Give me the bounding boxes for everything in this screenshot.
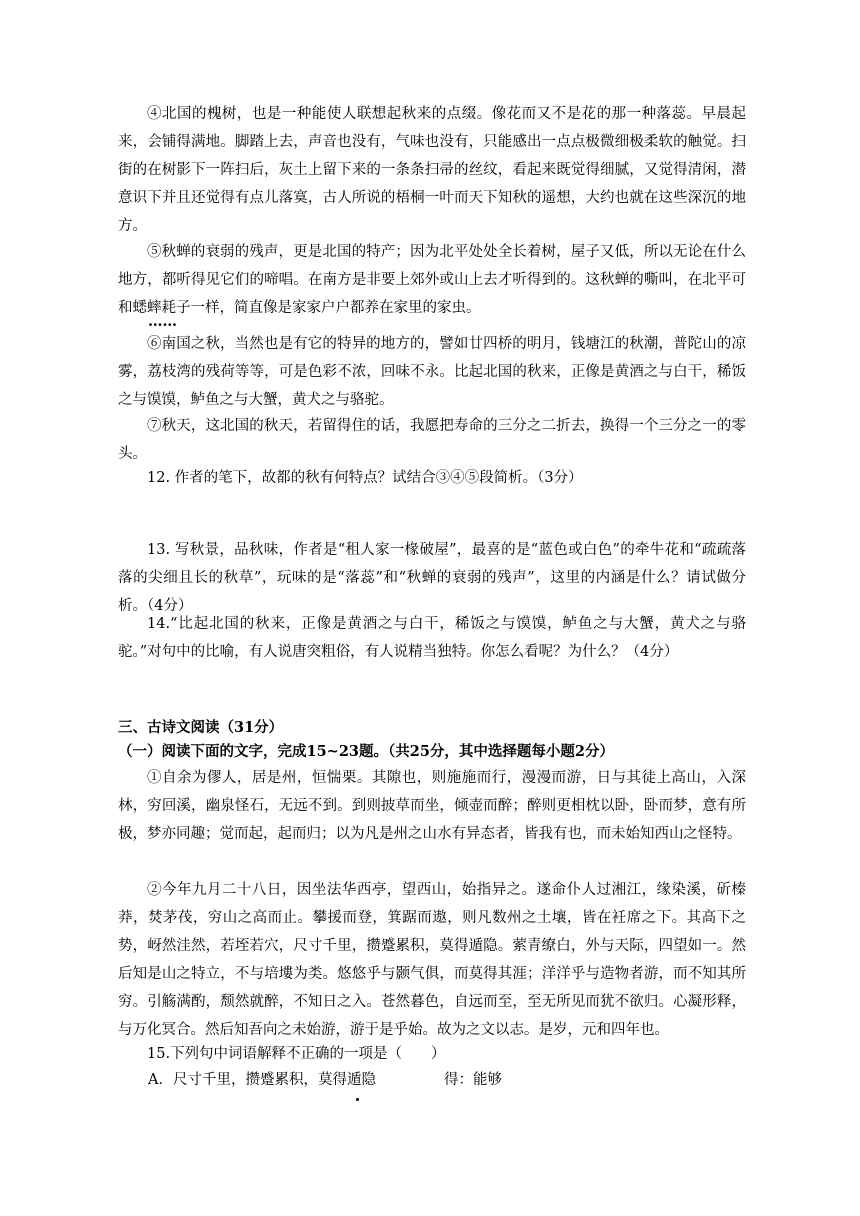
question-15-option-a <box>148 1066 708 1094</box>
question-13: 13. 写秋景，品秋味，作者是“租人家一椽破屋”，最喜的是“蓝色或白色”的牵牛花和“疏疏落落的尖细且长的秋草”，玩味的是“落蕊”和“秋蝉的衰弱的残声”，这里的内涵是什么？请试做分析。（4分） <box>118 542 746 614</box>
question-15-stem: 15.下列句中词语解释不正确的一项是（ ） <box>147 1046 446 1062</box>
passage-paragraph-7: ⑦秋天，这北国的秋天，若留得住的话，我愿把寿命的三分之二折去，换得一个三分之一的零头。 <box>118 418 746 462</box>
passage-paragraph-4: ④北国的槐树，也是一种能使人联想起秋来的点缀。像花而又不是花的那一种落蕊。早晨起来，会铺得满地。脚踏上去，声音也没有，气味也没有，只能感出一点点极微细极柔软的触觉。扫街的在树影下一阵扫后，灰土上留下来的一条条扫帚的丝纹，看起来既觉得细腻，又觉得清闲，潜意识下并且还觉得有点儿落寞，古人所说的梧桐一叶而天下知秋的遥想，大约也就在这些深沉的地方。 <box>118 106 746 234</box>
passage-paragraph-6: ⑥南国之秋，当然也是有它的特异的地方的，譬如廿四桥的明月，钱塘江的秋潮，普陀山的凉雾，荔枝湾的残荷等等，可是色彩不浓，回味不永。比起北国的秋来，正像是黄酒之与白干，稀饭之与馍馍，鲈鱼之与大蟹，黄犬之与骆驼。 <box>118 336 746 408</box>
passage-ellipsis: …… <box>148 313 177 330</box>
classical-paragraph-1: ①自余为僇人，居是州，恒惴栗。其隙也，则施施而行，漫漫而游，日与其徒上高山，入深林，穷回溪，幽泉怪石，无远不到。到则披草而坐，倾壶而醉；醉则更相枕以卧，卧而梦，意有所极，梦亦同趣；觉而起，起而归；以为凡是州之山水有异态者，皆我有也，而未始知西山之怪特。 <box>118 770 746 842</box>
passage-paragraph-5: ⑤秋蝉的衰弱的残声，更是北国的特产；因为北平处处全长着树，屋子又低，所以无论在什么地方，都听得见它们的啼唱。在南方是非要上郊外或山上去才听得到的。这秋蝉的嘶叫，在北平可和蟋蟀耗子一样，简直像是家家户户都养在家里的家虫。 <box>118 244 746 316</box>
classical-paragraph-2: ②今年九月二十八日，因坐法华西亭，望西山，始指异之。遂命仆人过湘江，缘染溪，斫榛莽，焚茅茷，穷山之高而止。攀援而登，箕踞而遨，则凡数州之土壤，皆在衽席之下。其高下之势，岈然洼然，若垤若穴，尺寸千里，攒蹙累积，莫得遁隐。萦青缭白，外与天际，四望如一。然后知是山之特立，不与培塿为类。悠悠乎与颢气俱，而莫得其涯；洋洋乎与造物者游，而不知其所穷。引觞满酌，颓然就醉，不知日之入。苍然暮色，自远而至，至无所见而犹不欲归。心凝形释，与万化冥合。然后知吾向之未始游，游于是乎始。故为之文以志。是岁，元和四年也。 <box>118 882 746 1038</box>
question-12: 12. 作者的笔下，故都的秋有何特点？试结合③④⑤段简析。（3分） <box>147 470 583 486</box>
option-a-text: A．尺寸千里，攒蹙累积，莫得遁隐 <box>148 1072 376 1088</box>
option-a-gloss: 得：能够 <box>444 1072 502 1088</box>
section-3-subtitle: （一）阅读下面的文字，完成15~23题。（共25分，其中选择题每小题2分） <box>118 743 615 760</box>
section-3-title: 三、古诗文阅读（31分） <box>118 719 284 736</box>
question-14: 14.“比起北国的秋来，正像是黄酒之与白干，稀饭之与馍馍，鲈鱼之与大蟹，黄犬之与骆驼。”对句中的比喻，有人说唐突粗俗，有人说精当独特。你怎么看呢？为什么？（4分） <box>118 616 746 660</box>
emphasis-dot <box>356 1098 359 1101</box>
